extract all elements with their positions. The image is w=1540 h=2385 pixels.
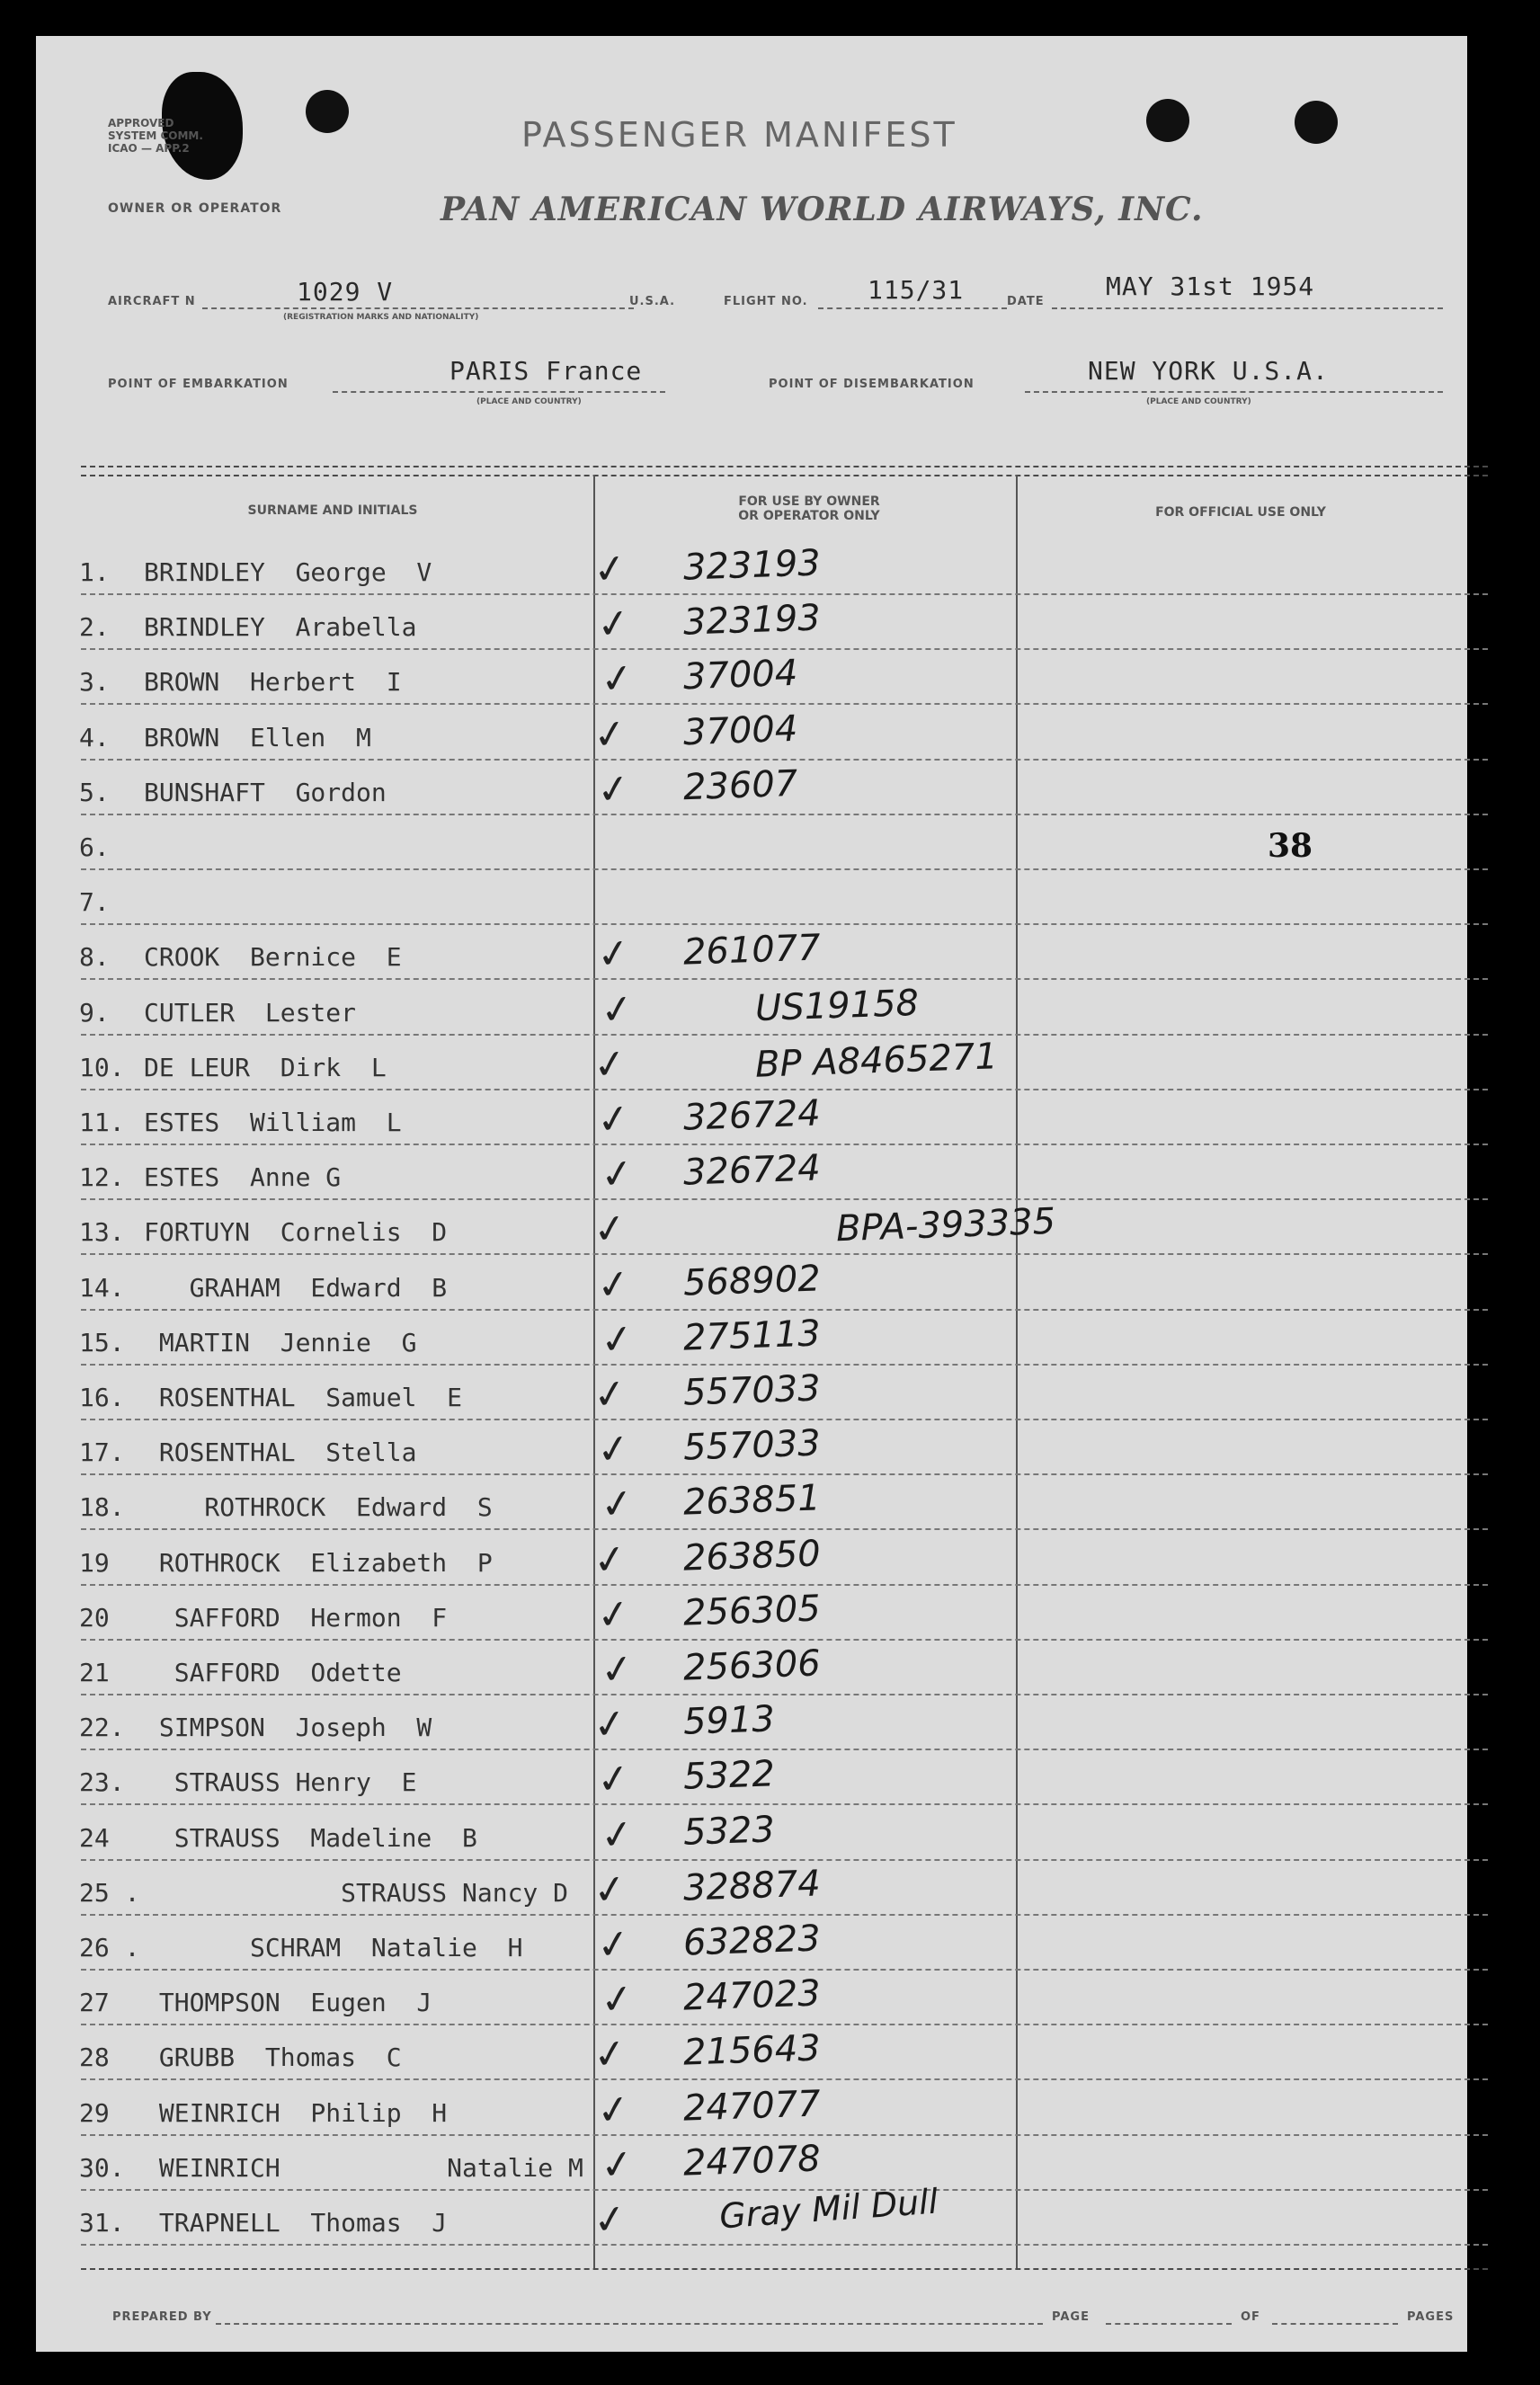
stamp-line: APPROVED: [108, 117, 174, 129]
table-bottom-border: [81, 2268, 1488, 2270]
ticket-number: 323193: [682, 542, 822, 589]
row-rule: [81, 978, 1488, 980]
passenger-name: FORTUYN Cornelis D: [144, 1217, 448, 1248]
row-number: 4.: [79, 722, 110, 752]
passenger-name: ESTES William L: [144, 1108, 402, 1137]
ticket-number: 326724: [682, 1147, 822, 1194]
check-mark: ✓: [597, 1314, 637, 1366]
surname-column-header: SURNAME AND INITIALS: [247, 503, 418, 518]
row-number: 22.: [79, 1713, 125, 1743]
row-number: 28: [79, 2042, 110, 2073]
ticket-number: 261077: [682, 927, 822, 974]
check-mark: ✓: [590, 1369, 630, 1420]
row-rule: [81, 1969, 1488, 1971]
check-mark: ✓: [593, 1259, 634, 1310]
disembark-sublabel: (PLACE AND COUNTRY): [1146, 397, 1251, 406]
prepared-by-label: PREPARED BY: [112, 2310, 212, 2324]
row-rule: [81, 868, 1488, 870]
check-mark: ✓: [593, 1094, 634, 1145]
ticket-number: 256306: [682, 1642, 822, 1689]
airline-name: PAN AMERICAN WORLD AIRWAYS, INC.: [441, 191, 1204, 228]
flight-value: 115/31: [868, 275, 965, 305]
row-rule: [81, 1198, 1488, 1200]
check-mark: ✓: [597, 1974, 637, 2025]
ticket-number: 247077: [682, 2082, 822, 2130]
row-rule: [81, 2024, 1488, 2025]
page-label: PAGE: [1052, 2310, 1090, 2324]
passenger-name: STRAUSS Henry E: [144, 1767, 417, 1798]
row-rule: [81, 1528, 1488, 1530]
check-mark: ✓: [593, 2085, 634, 2135]
passenger-name: BUNSHAFT Gordon: [144, 777, 387, 807]
ticket-number: 37004: [682, 653, 799, 699]
approval-stamp: [108, 117, 203, 155]
disembark-label: POINT OF DISEMBARKATION: [769, 378, 975, 391]
row-number: 31.: [79, 2208, 125, 2238]
check-mark: ✓: [593, 1589, 634, 1641]
row-rule: [81, 2189, 1488, 2191]
passenger-name: GRAHAM Edward B: [144, 1272, 448, 1303]
row-number: 6.: [79, 832, 110, 862]
row-rule: [81, 1584, 1488, 1586]
check-mark: ✓: [593, 1424, 634, 1475]
row-rule: [81, 814, 1488, 815]
passenger-name: BROWN Herbert I: [144, 667, 402, 698]
passenger-name: CROOK Bernice E: [144, 942, 402, 973]
passenger-name: WEINRICH Philip H: [144, 2097, 448, 2128]
row-rule: [81, 1914, 1488, 1916]
row-number: 15.: [79, 1327, 125, 1357]
date-value: MAY 31st 1954: [1106, 271, 1315, 301]
row-number: 16.: [79, 1383, 125, 1412]
row-rule: [81, 1639, 1488, 1641]
embark-underline: [333, 391, 665, 393]
page-underline: [1106, 2323, 1232, 2325]
ticket-number: 557033: [682, 1422, 822, 1469]
row-number: 21: [79, 1658, 110, 1687]
ticket-number: 5322: [682, 1753, 776, 1799]
pages-label: PAGES: [1407, 2310, 1455, 2324]
row-rule: [81, 2078, 1488, 2080]
check-mark: ✓: [593, 1919, 634, 1971]
of-label: OF: [1241, 2310, 1260, 2324]
official-mark: 38: [1268, 827, 1313, 865]
ticket-number: 275113: [682, 1313, 822, 1359]
punch-hole: [306, 90, 349, 133]
table-top-border: [81, 466, 1488, 467]
row-number: 25 .: [79, 1877, 140, 1908]
row-rule: [81, 759, 1488, 761]
embark-sublabel: (PLACE AND COUNTRY): [476, 397, 582, 406]
check-mark: ✓: [597, 1149, 637, 1200]
row-number: 5.: [79, 777, 110, 807]
row-number: 11.: [79, 1108, 125, 1137]
check-mark: ✓: [590, 2030, 630, 2080]
passenger-name: CUTLER Lester: [144, 997, 357, 1028]
ticket-number: 326724: [682, 1092, 822, 1139]
row-rule: [81, 1253, 1488, 1255]
ticket-number: 247078: [682, 2138, 822, 2185]
table-top-border: [81, 475, 1488, 476]
embark-label: POINT OF EMBARKATION: [108, 378, 289, 391]
row-rule: [81, 703, 1488, 705]
aircraft-label: AIRCRAFT N: [108, 295, 196, 308]
passenger-name: BRINDLEY George V: [144, 557, 432, 587]
check-mark: ✓: [593, 930, 634, 980]
disembark-value: NEW YORK U.S.A.: [1088, 356, 1329, 386]
passenger-name: TRAPNELL Thomas J: [144, 2208, 448, 2238]
row-rule: [81, 1803, 1488, 1805]
ticket-number: 37004: [682, 707, 799, 753]
check-mark: ✓: [590, 2194, 630, 2246]
flight-underline: [818, 307, 1007, 309]
check-mark: ✓: [597, 2140, 637, 2191]
check-mark: ✓: [597, 654, 637, 705]
ticket-number: 323193: [682, 597, 822, 644]
ticket-number: US19158: [754, 982, 920, 1029]
row-rule: [81, 923, 1488, 925]
stamp-line: ICAO — APP.2: [108, 142, 190, 155]
owner-use-column-header: FOR USE BY OWNER OR OPERATOR ONLY: [738, 494, 880, 523]
row-rule: [81, 1749, 1488, 1750]
date-underline: [1052, 307, 1443, 309]
check-mark: ✓: [593, 1755, 634, 1805]
check-mark: ✓: [590, 544, 630, 595]
row-number: 18.: [79, 1492, 125, 1523]
ticket-number: 557033: [682, 1367, 822, 1414]
row-rule: [81, 1034, 1488, 1036]
ticket-number: BPA-393335: [835, 1201, 1056, 1250]
row-number: 7.: [79, 887, 110, 918]
owner-label: OWNER OR OPERATOR: [108, 201, 282, 216]
passenger-name: STRAUSS Nancy D: [144, 1877, 569, 1908]
ticket-number: 5913: [682, 1698, 776, 1743]
row-number: 29: [79, 2097, 110, 2128]
punch-hole: [1295, 101, 1338, 144]
ticket-number: 247023: [682, 1972, 822, 2019]
row-rule: [81, 1419, 1488, 1420]
check-mark: ✓: [590, 1039, 630, 1090]
aircraft-underline: [202, 307, 634, 309]
ticket-number: 263850: [682, 1532, 822, 1580]
official-use-column-header: FOR OFFICIAL USE ONLY: [1155, 505, 1326, 520]
passenger-name: BROWN Ellen M: [144, 722, 371, 752]
date-label: DATE: [1007, 295, 1045, 308]
check-mark: ✓: [590, 1864, 630, 1916]
row-rule: [81, 1364, 1488, 1366]
passenger-name: ROTHROCK Elizabeth P: [144, 1547, 493, 1578]
row-number: 2.: [79, 612, 110, 643]
row-rule: [81, 1694, 1488, 1695]
usa-label: U.S.A.: [629, 295, 676, 308]
row-number: 12.: [79, 1162, 125, 1193]
ticket-number: 632823: [682, 1918, 822, 1964]
stamp-line: SYSTEM COMM.: [108, 129, 203, 142]
passenger-name: SIMPSON Joseph W: [144, 1713, 432, 1743]
passenger-name: BRINDLEY Arabella: [144, 612, 417, 643]
ticket-number: 263851: [682, 1477, 822, 1525]
passenger-name: ROSENTHAL Stella: [144, 1437, 417, 1468]
passenger-name: SAFFORD Odette: [144, 1658, 402, 1687]
prepared-by-underline: [216, 2323, 1043, 2325]
ticket-number: 23607: [682, 762, 799, 809]
row-rule: [81, 593, 1488, 595]
row-number: 23.: [79, 1767, 125, 1798]
passenger-name: ROTHROCK Edward S: [144, 1492, 493, 1523]
passenger-name: ESTES Anne G: [144, 1162, 342, 1193]
row-rule: [81, 2134, 1488, 2136]
check-mark: ✓: [597, 1644, 637, 1695]
check-mark: ✓: [590, 709, 630, 760]
row-number: 17.: [79, 1437, 125, 1468]
check-mark: ✓: [590, 1699, 630, 1750]
row-number: 19: [79, 1547, 110, 1578]
row-number: 9.: [79, 997, 110, 1028]
check-mark: ✓: [593, 599, 634, 650]
column-divider: [1016, 475, 1018, 2268]
row-number: 20: [79, 1602, 110, 1633]
passenger-name: MARTIN Jennie G: [144, 1327, 417, 1357]
passenger-name: STRAUSS Madeline B: [144, 1822, 477, 1853]
row-rule: [81, 648, 1488, 650]
ticket-number: 568902: [682, 1257, 822, 1304]
punch-hole: [1146, 99, 1189, 142]
row-rule: [81, 1473, 1488, 1475]
ticket-number: 5323: [682, 1808, 776, 1854]
check-mark: ✓: [597, 1480, 637, 1530]
row-rule: [81, 1144, 1488, 1145]
row-number: 14.: [79, 1272, 125, 1303]
handwritten-note: Gray Mil Dull: [717, 2181, 939, 2237]
row-rule: [81, 1309, 1488, 1311]
row-rule: [81, 2244, 1488, 2246]
row-number: 3.: [79, 667, 110, 698]
ticket-number: BP A8465271: [754, 1036, 999, 1086]
disembark-underline: [1025, 391, 1443, 393]
row-number: 10.: [79, 1052, 125, 1082]
ticket-number: 215643: [682, 2027, 822, 2075]
row-rule: [81, 1089, 1488, 1090]
ticket-number: 256305: [682, 1588, 822, 1634]
aircraft-value: 1029 V: [297, 277, 394, 307]
row-number: 27: [79, 1988, 110, 2018]
row-number: 26 .: [79, 1933, 140, 1962]
passenger-name: WEINRICH Natalie M: [144, 2152, 583, 2183]
passenger-name: SAFFORD Hermon F: [144, 1602, 448, 1633]
passenger-name: ROSENTHAL Samuel E: [144, 1383, 463, 1412]
check-mark: ✓: [597, 1810, 637, 1860]
embark-value: PARIS France: [450, 356, 643, 386]
check-mark: ✓: [590, 1205, 630, 1255]
passenger-name: GRUBB Thomas C: [144, 2042, 402, 2073]
of-underline: [1272, 2323, 1398, 2325]
passenger-name: SCHRAM Natalie H: [144, 1933, 523, 1962]
row-number: 13.: [79, 1217, 125, 1248]
check-mark: ✓: [593, 764, 634, 815]
row-number: 24: [79, 1822, 110, 1853]
flight-label: FLIGHT NO.: [724, 295, 808, 308]
ticket-number: 328874: [682, 1863, 822, 1909]
row-rule: [81, 1859, 1488, 1861]
manifest-sheet: [36, 36, 1467, 2352]
passenger-name: DE LEUR Dirk L: [144, 1052, 387, 1082]
aircraft-sublabel: (REGISTRATION MARKS AND NATIONALITY): [283, 313, 479, 322]
row-number: 30.: [79, 2152, 125, 2183]
row-number: 8.: [79, 942, 110, 973]
row-number: 1.: [79, 557, 110, 587]
check-mark: ✓: [590, 1535, 630, 1585]
passenger-name: THOMPSON Eugen J: [144, 1988, 432, 2018]
check-mark: ✓: [597, 984, 637, 1035]
page-title: PASSENGER MANIFEST: [521, 115, 957, 155]
